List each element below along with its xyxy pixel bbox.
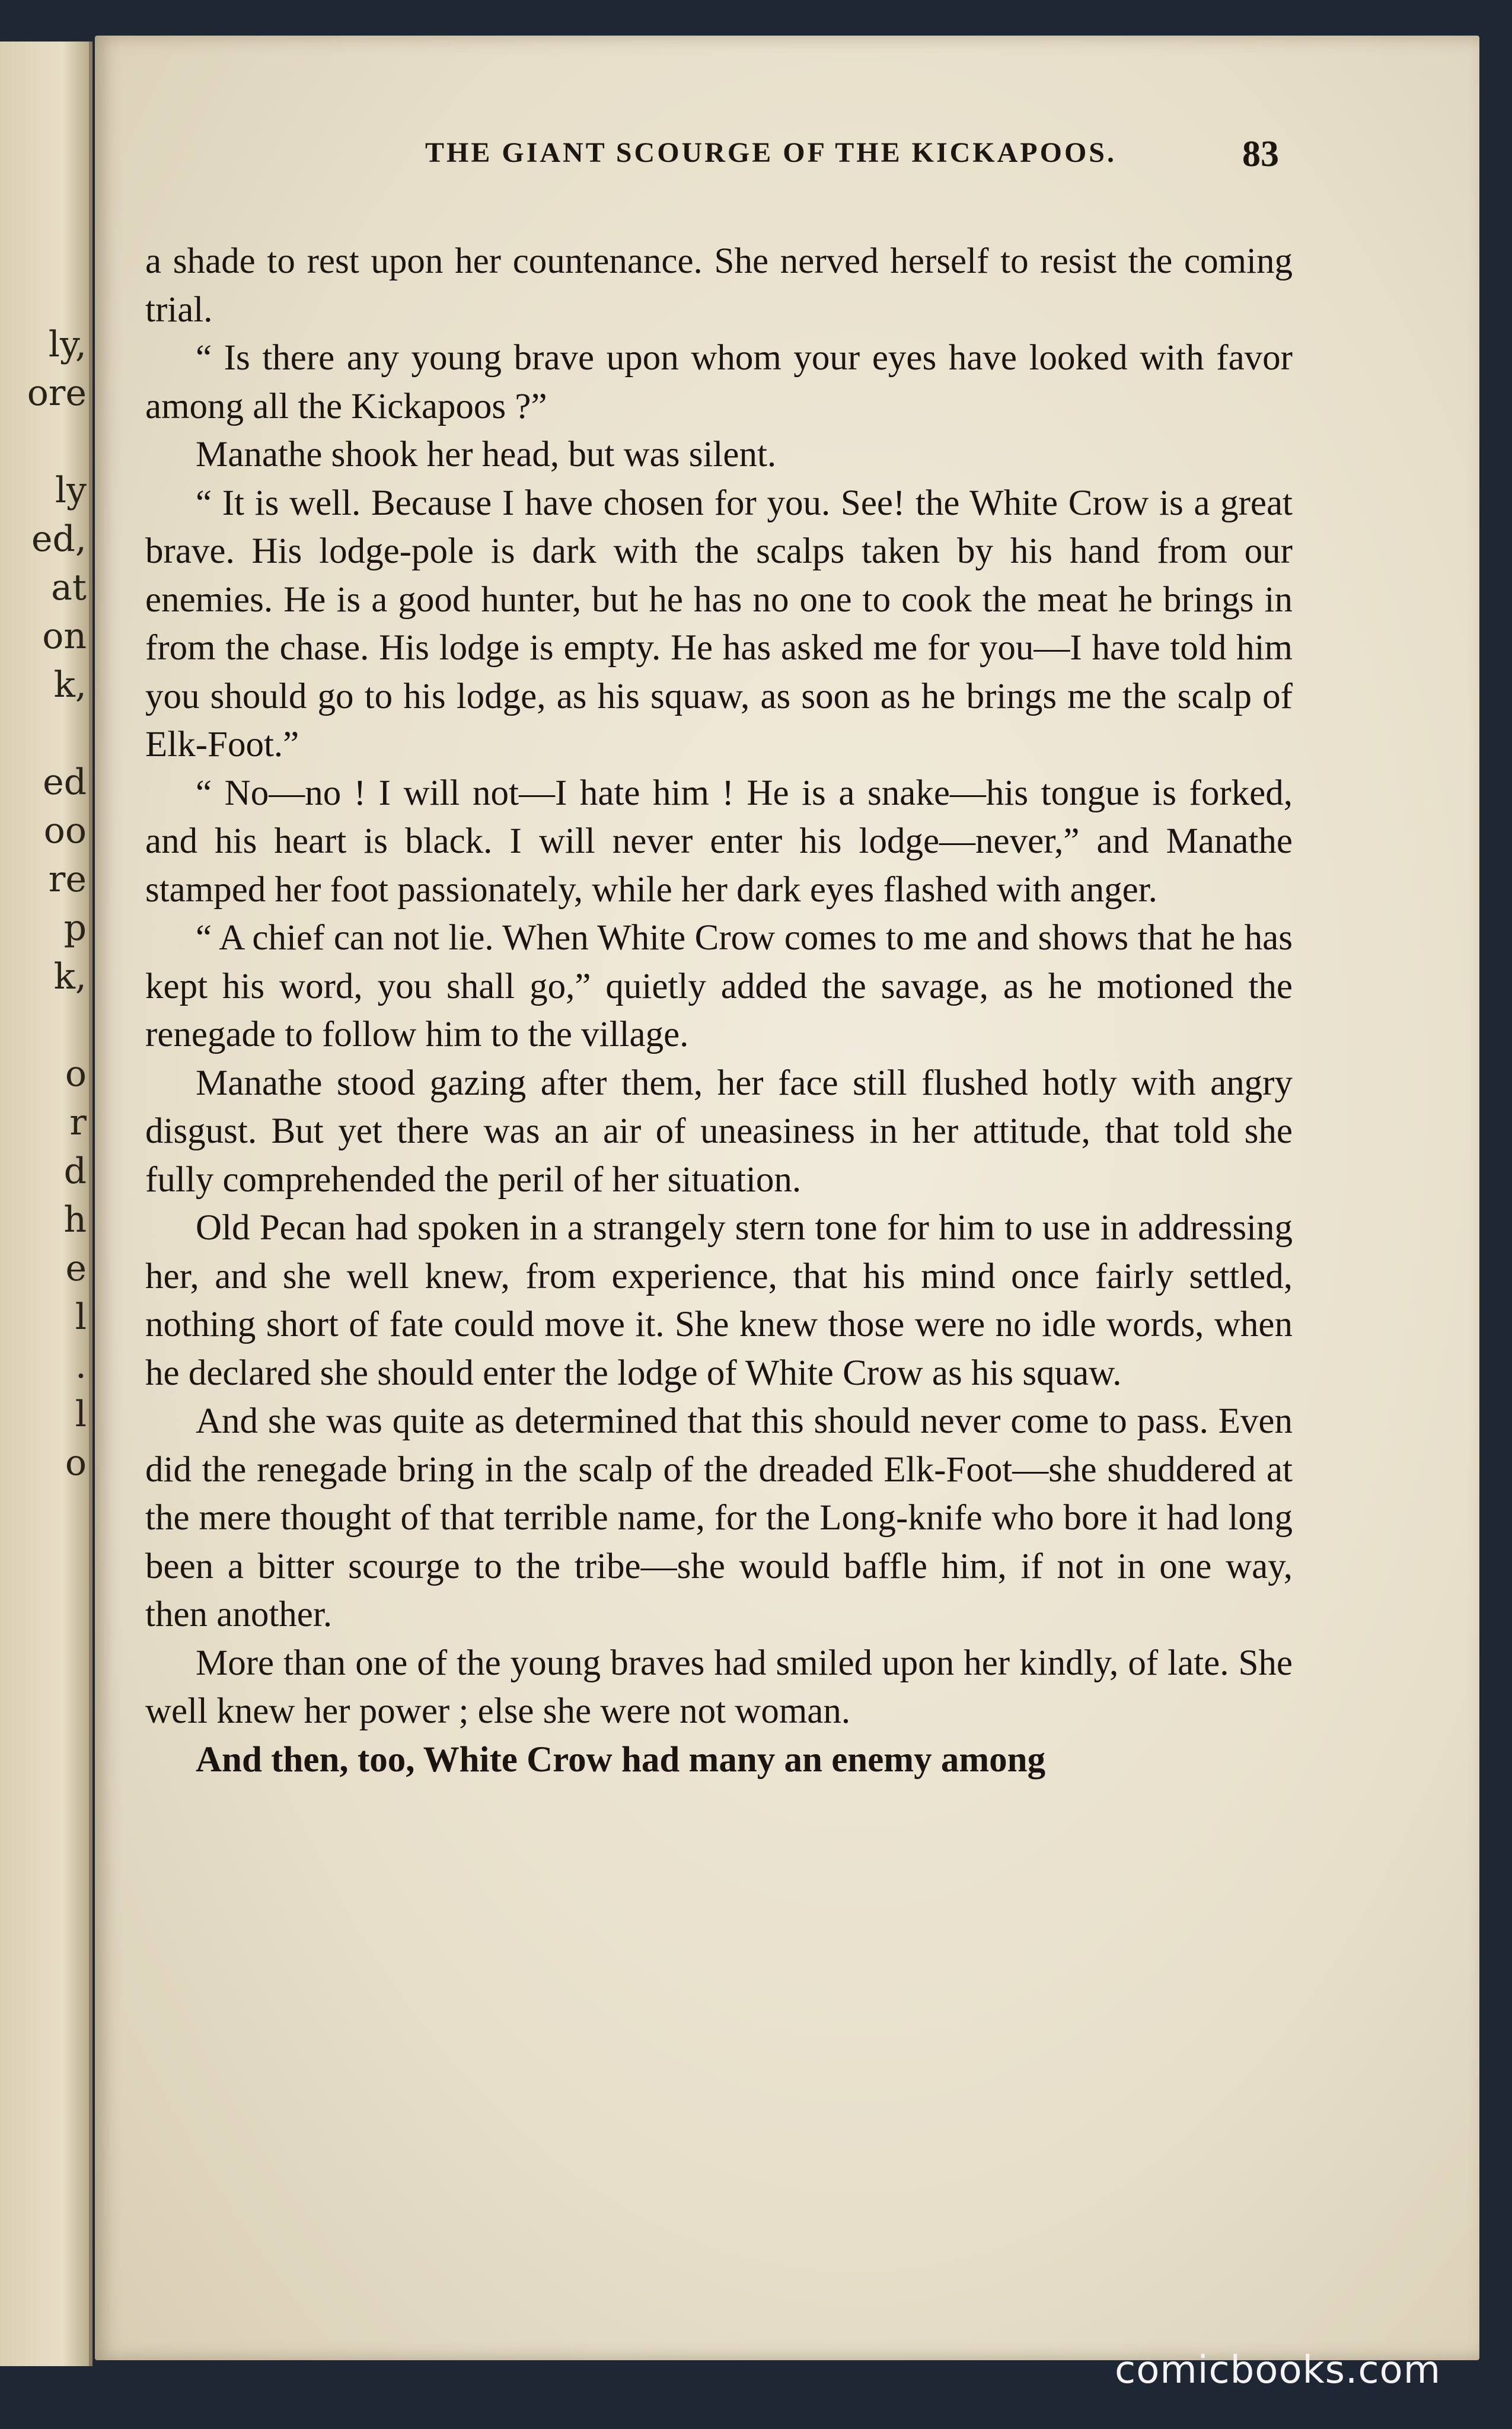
facing-page-fragment — [4, 1001, 87, 1050]
facing-page-fragment: l — [75, 1394, 87, 1435]
paragraph: Manathe stood gazing after them, her face still flushed hotly with angry disgust. But yet there was an air of uneasiness in her attitude, that told she fully comprehended the peril of her situation. — [145, 1063, 1293, 1200]
facing-page-fragment: ly, — [48, 324, 87, 365]
facing-page-fragment: ed, — [31, 518, 87, 560]
facing-page-fragment: e — [65, 1248, 87, 1289]
paragraph: More than one of the young braves had smiled upon her kindly, of late. She well knew her power ; else she were not woman. — [145, 1643, 1293, 1731]
facing-page-fragment: d — [63, 1150, 87, 1192]
watermark: comicbooks.com — [1115, 2348, 1441, 2392]
paragraph: “ Is there any young brave upon whom your eyes have looked with favor among all the Kickapoos ?” — [145, 338, 1293, 426]
paragraph: Old Pecan had spoken in a strangely stern tone for him to use in addressing her, and she well knew, from experience, that his mind once fairly settled, nothing short of fate could move it. She knew those were no idle words, when he declared she should enter the lodge of White Crow as his squaw. — [145, 1208, 1293, 1393]
paragraph: And then, too, White Crow had many an enemy among — [196, 1739, 1046, 1780]
facing-page-fragment: l — [75, 1296, 87, 1338]
body-text — [145, 237, 1293, 1784]
facing-page-fragment: k, — [53, 664, 87, 706]
facing-page-fragment: . — [75, 1345, 87, 1386]
paragraph: “ No—no ! I will not—I hate him ! He is a snake—his tongue is forked, and his heart is black. I will never enter his lodge—never,” and Manathe stamped her foot passionately, while her dark eyes flashed with anger. — [145, 773, 1293, 910]
paragraph: a shade to rest upon her countenance. She nerved herself to resist the coming trial. — [145, 241, 1293, 330]
facing-page-fragment: p — [63, 907, 87, 949]
facing-page-fragment: re — [48, 859, 87, 900]
facing-page-fragment: on — [42, 616, 87, 657]
facing-page-edge — [0, 42, 92, 2366]
facing-page-fragment: ore — [27, 372, 87, 414]
page-number: 83 — [1242, 134, 1279, 174]
paragraph: “ It is well. Because I have chosen for you. See! the White Crow is a great brave. His lodge-pole is dark with the scalps taken by his hand from our enemies. He is a good hunter, but he has no one to cook the meat he brings in from the chase. His lodge is empty. He has asked me for you—I have told him you should go to his lodge, as his squaw, as soon as he brings me the scalp of Elk-Foot.” — [145, 483, 1293, 764]
running-head: THE GIANT SCOURGE OF THE KICKAPOOS. — [425, 137, 1117, 168]
facing-page-text — [4, 320, 87, 1487]
facing-page-fragment: k, — [53, 956, 87, 997]
paragraph: And she was quite as determined that this should never come to pass. Even did the renegade bring in the scalp of the dreaded Elk-Foot—she shuddered at the mere thought of that terrible name, for the Long-knife who bore it had long been a bitter scourge to the tribe—she would baffle him, if not in one way, then another. — [145, 1401, 1293, 1634]
facing-page-fragment: at — [51, 567, 87, 608]
book-page — [95, 36, 1479, 2360]
paragraph: “ A chief can not lie. When White Crow comes to me and shows that he has kept his word, you shall go,” quietly added the savage, as he motioned the renegade to follow him to the village. — [145, 918, 1293, 1054]
facing-page-fragment: h — [63, 1199, 87, 1241]
paragraph: Manathe shook her head, but was silent. — [196, 435, 777, 474]
facing-page-fragment: r — [69, 1102, 87, 1143]
facing-page-fragment: o — [65, 1442, 87, 1484]
facing-page-fragment — [4, 417, 87, 466]
facing-page-fragment: ed — [43, 761, 87, 803]
facing-page-fragment: o — [65, 1053, 87, 1095]
facing-page-fragment: ly — [55, 470, 87, 511]
facing-page-fragment — [4, 709, 87, 758]
facing-page-fragment: oo — [43, 810, 87, 852]
